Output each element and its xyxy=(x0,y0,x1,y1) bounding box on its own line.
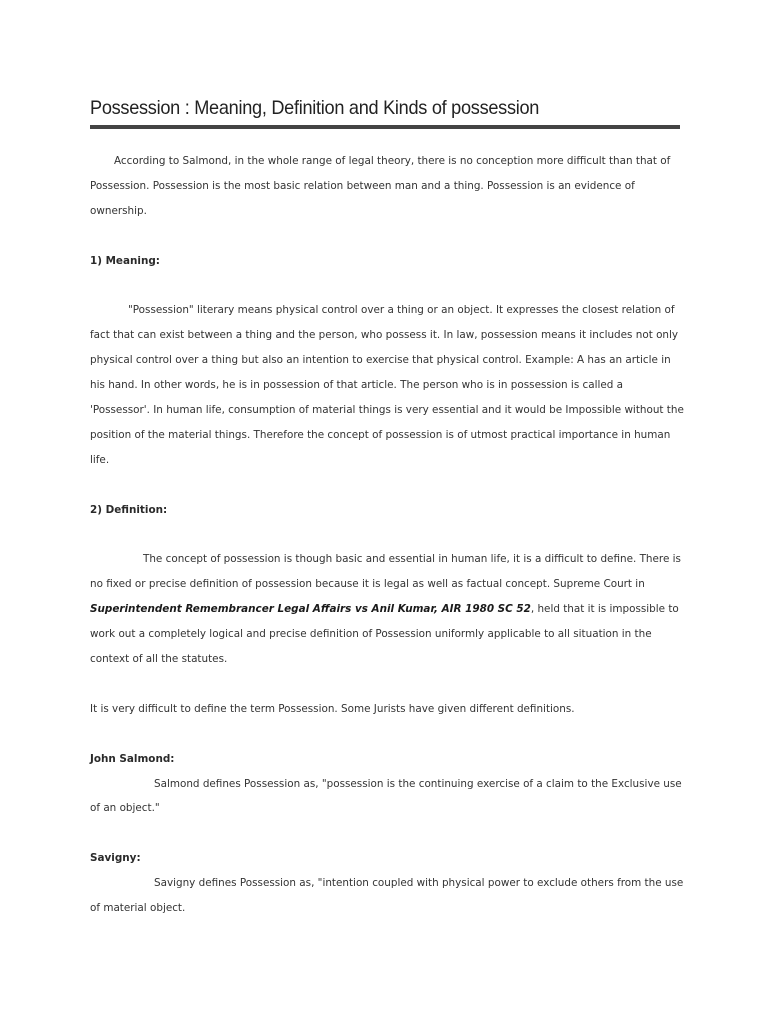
paragraph-spacer xyxy=(90,473,684,498)
document-body xyxy=(90,149,684,921)
paragraph-spacer xyxy=(90,722,684,747)
savigny-paragraph: Savigny defines Possession as, "intention coupled with physical power to exclude others from the use of material object. xyxy=(90,877,684,915)
intro-paragraph: According to Salmond, in the whole range of legal theory, there is no conception more difficult than that of Possession. Possession is the most basic relation between man and a thing. Possession is an evidence of ownership. xyxy=(90,155,671,217)
difficulty-paragraph: It is very difficult to define the term Possession. Some Jurists have given different definitions. xyxy=(90,702,575,715)
meaning-heading: 1) Meaning: xyxy=(90,254,160,267)
savigny-heading: Savigny: xyxy=(90,852,141,865)
title-underline xyxy=(90,125,680,129)
definition-paragraph xyxy=(90,547,684,672)
definition-text-before: The concept of possession is though basic and essential in human life, it is a difficult to define. There is no fixed or precise definition of possession because it is legal as well as factual concept. Supreme Court in xyxy=(90,553,681,591)
salmond-paragraph: Salmond defines Possession as, "possession is the continuing exercise of a claim to the Exclusive use of an object." xyxy=(90,777,682,815)
paragraph-spacer xyxy=(90,672,684,697)
paragraph-spacer xyxy=(90,523,684,548)
definition-heading: 2) Definition: xyxy=(90,503,168,516)
meaning-paragraph: "Possession" literary means physical control over a thing or an object. It expresses the closest relation of fact that can exist between a thing and the person, who possess it. In law, possession means it includes not only physical control over a thing but also an intention to exercise that physical control. Example: A has an article in his hand. In other words, he is in possession of that article. The person who is in possession is called a 'Possessor'. In human life, consumption of material things is very essential and it would be Impossible without the position of the material things. Therefore the concept of possession is of utmost practical importance in human life. xyxy=(90,304,684,466)
salmond-heading: John Salmond: xyxy=(90,752,175,765)
paragraph-spacer xyxy=(90,224,684,249)
document-title: Possession : Meaning, Definition and Kinds of possession xyxy=(90,97,540,119)
paragraph-spacer xyxy=(90,821,684,846)
paragraph-spacer xyxy=(90,274,684,299)
definition-text-after: , held that it is impossible to work out a completely logical and precise definition of Possession uniformly applicable to all situation in the context of all the statutes. xyxy=(90,603,679,666)
case-citation: Superintendent Remembrancer Legal Affairs vs Anil Kumar, AIR 1980 SC 52 xyxy=(90,603,531,616)
